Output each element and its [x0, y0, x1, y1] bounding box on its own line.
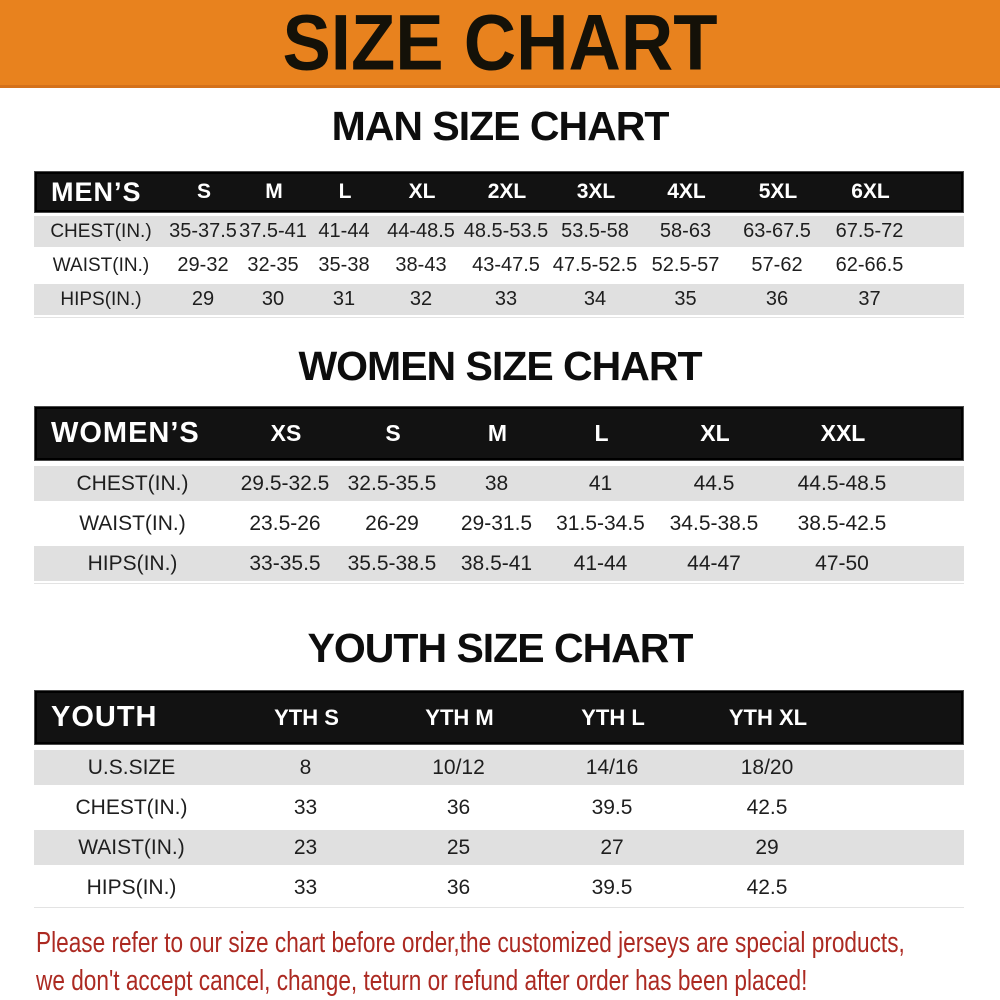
column-header: M [487, 420, 508, 446]
men-size-table [34, 171, 964, 318]
value-cell: 8 [299, 755, 312, 779]
table-row [34, 830, 964, 865]
value-cell: 43-47.5 [472, 254, 540, 276]
value-cell: 42.5 [746, 795, 788, 819]
value-cell: 63-67.5 [743, 220, 811, 242]
banner [0, 0, 1000, 88]
value-cell: 57-62 [751, 254, 803, 276]
women-section-title: WOMEN SIZE CHART [298, 343, 702, 389]
value-cell: 62-66.5 [835, 254, 904, 276]
value-cell: 41-44 [318, 220, 370, 242]
value-cell: 44-48.5 [387, 220, 455, 242]
value-cell: 38.5-41 [460, 551, 533, 575]
row-label: CHEST(IN.) [50, 220, 152, 242]
row-label: HIPS(IN.) [60, 288, 142, 310]
value-cell: 44.5 [693, 471, 735, 495]
value-cell: 29-31.5 [460, 511, 533, 535]
value-cell: 39.5 [591, 795, 633, 819]
value-cell: 41-44 [573, 551, 628, 575]
column-header: XL [408, 180, 436, 203]
column-header: XS [270, 420, 302, 446]
column-header: M [265, 180, 283, 203]
row-label: HIPS(IN.) [86, 875, 177, 899]
table-row [34, 546, 964, 581]
footnote-line-2: we don't accept cancel, change, teturn or refund after order has been placed! [36, 965, 808, 997]
value-cell: 31.5-34.5 [556, 511, 645, 535]
value-cell: 33 [494, 288, 518, 310]
value-cell: 36 [446, 875, 471, 899]
value-cell: 48.5-53.5 [463, 220, 549, 242]
value-cell: 23 [293, 835, 318, 859]
value-cell: 23.5-26 [249, 511, 321, 535]
value-cell: 31 [332, 288, 356, 310]
value-cell: 33 [293, 795, 318, 819]
value-cell: 39.5 [591, 875, 633, 899]
value-cell: 52.5-57 [651, 254, 720, 276]
value-cell: 33-35.5 [249, 551, 321, 575]
youth-section [0, 626, 1000, 908]
value-cell: 47.5-52.5 [552, 254, 638, 276]
value-cell: 29-32 [177, 254, 229, 276]
column-header: YTH L [581, 704, 645, 730]
value-cell: 33 [293, 875, 318, 899]
banner-title: SIZE CHART [282, 0, 718, 86]
value-cell: 44.5-48.5 [797, 471, 887, 495]
row-label: WAIST(IN.) [52, 254, 150, 276]
row-label: CHEST(IN.) [75, 795, 188, 819]
value-cell: 35 [674, 288, 697, 310]
row-label: U.S.SIZE [87, 755, 176, 779]
value-cell: 34 [583, 288, 607, 310]
value-cell: 14/16 [585, 755, 639, 779]
table-row [34, 870, 964, 905]
value-cell: 29 [755, 835, 779, 859]
row-label: WAIST(IN.) [79, 511, 186, 535]
table-row [34, 466, 964, 501]
value-cell: 47-50 [815, 551, 869, 575]
women-section [0, 344, 1000, 584]
column-header: XXL [820, 420, 866, 446]
value-cell: 29 [191, 288, 215, 310]
value-cell: 58-63 [659, 220, 712, 242]
value-cell: 36 [446, 795, 471, 819]
value-cell: 32-35 [247, 254, 299, 276]
value-cell: 37 [858, 288, 881, 310]
value-cell: 44-47 [687, 551, 741, 575]
table-row [34, 750, 964, 785]
column-header: YTH S [274, 704, 339, 730]
value-cell: 32 [409, 288, 433, 310]
value-cell: 36 [765, 288, 789, 310]
value-cell: 25 [446, 835, 471, 859]
men-section [0, 104, 1000, 318]
column-header: S [385, 420, 401, 446]
youth-size-table [34, 690, 964, 908]
row-label: WAIST(IN.) [78, 835, 185, 859]
value-cell: 30 [261, 288, 285, 310]
value-cell: 32.5-35.5 [347, 471, 437, 495]
value-cell: 26-29 [365, 511, 419, 535]
youth-table-header-row [34, 690, 964, 745]
column-header: YTH XL [728, 704, 808, 730]
column-header: 5XL [758, 180, 798, 203]
column-header: S [196, 180, 211, 203]
value-cell: 35.5-38.5 [347, 551, 437, 575]
value-cell: 38 [484, 471, 509, 495]
column-header: 4XL [667, 180, 706, 203]
value-cell: 18/20 [740, 755, 794, 779]
women-size-table [34, 406, 964, 584]
value-cell: 10/12 [432, 755, 485, 779]
row-label: CHEST(IN.) [76, 471, 189, 495]
column-header: XL [700, 420, 730, 446]
footnote-line-1: Please refer to our size chart before order,the customized jerseys are special products, [36, 927, 905, 959]
value-cell: 29.5-32.5 [240, 471, 330, 495]
table-row [34, 216, 964, 247]
value-cell: 53.5-58 [561, 220, 629, 242]
youth-table-header-label: YOUTH [51, 701, 158, 733]
value-cell: 35-37.5 [169, 220, 237, 242]
column-header: 3XL [576, 180, 616, 203]
value-cell: 67.5-72 [835, 220, 904, 242]
youth-section-title: YOUTH SIZE CHART [307, 625, 693, 671]
table-row [34, 284, 964, 315]
column-header: L [594, 420, 609, 446]
value-cell: 38-43 [395, 254, 447, 276]
women-table-header-row [34, 406, 964, 461]
men-table-header-row [34, 171, 964, 213]
men-table-header-label: MEN’S [51, 176, 142, 207]
table-row [34, 250, 964, 281]
table-row [34, 790, 964, 825]
women-table-header-label: WOMEN’S [51, 417, 200, 449]
value-cell: 38.5-42.5 [797, 511, 887, 535]
men-section-title: MAN SIZE CHART [331, 103, 669, 149]
row-label: HIPS(IN.) [87, 551, 178, 575]
footnote [36, 924, 905, 1000]
value-cell: 34.5-38.5 [669, 511, 759, 535]
value-cell: 35-38 [318, 254, 370, 276]
column-header: 6XL [851, 180, 890, 203]
value-cell: 41 [588, 471, 613, 495]
value-cell: 37.5-41 [239, 220, 307, 242]
column-header: L [338, 180, 352, 203]
column-header: 2XL [487, 180, 527, 203]
column-header: YTH M [425, 704, 494, 730]
value-cell: 27 [600, 835, 624, 859]
value-cell: 42.5 [746, 875, 788, 899]
table-row [34, 506, 964, 541]
